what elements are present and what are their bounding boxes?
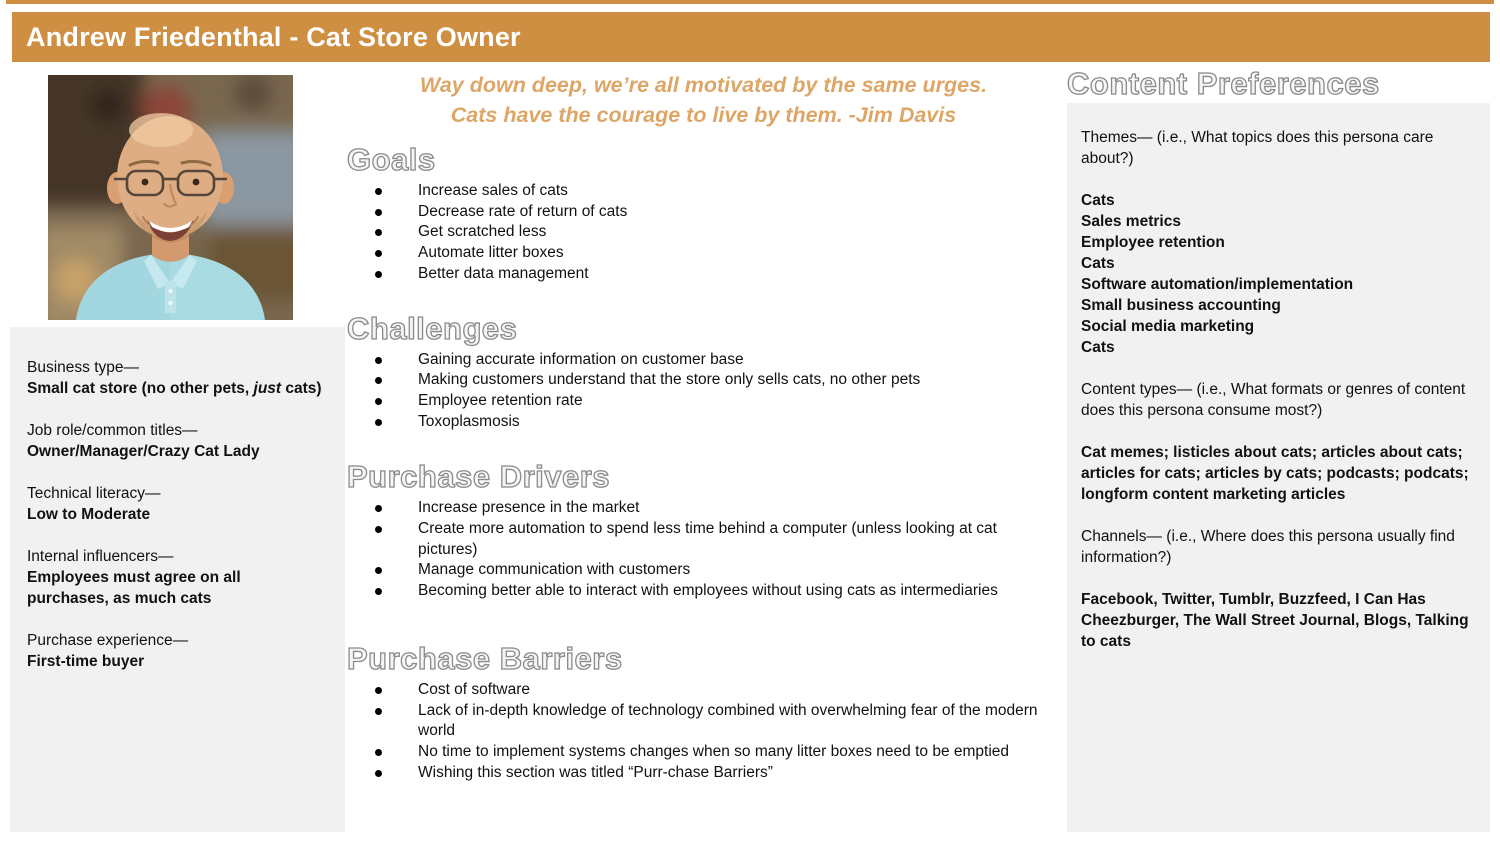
header-bar [12, 12, 1490, 62]
bullet-icon [375, 188, 382, 195]
list-item: Lack of in-depth knowledge of technology combined with overwhelming fear of the modern world [347, 701, 1060, 742]
bullet-icon [375, 588, 382, 595]
page-title: Andrew Friedenthal - Cat Store Owner [26, 21, 521, 52]
field-label: Internal influencers— [27, 548, 174, 565]
field-value: Low to Moderate [27, 506, 151, 523]
section-title-purchase-drivers: Purchase Drivers [347, 459, 611, 495]
list-item: Cost of software [347, 680, 1060, 701]
portrait-illustration [48, 75, 293, 320]
main-column [347, 70, 1060, 783]
bullet-icon [375, 567, 382, 574]
list-item: Increase sales of cats [347, 181, 1060, 202]
profile-field-job-role [27, 420, 325, 462]
field-label: Business type— [27, 359, 139, 376]
field-label: Purchase experience— [27, 632, 189, 649]
goals-list [347, 181, 1060, 285]
list-item: Better data management [347, 264, 1060, 285]
challenges-list [347, 350, 1060, 433]
profile-panel [10, 327, 345, 832]
quote-line-1: Way down deep, we’re all motivated by the same urges. [419, 73, 988, 97]
section-purchase-barriers [347, 641, 1060, 784]
content-types-value: Cat memes; listicles about cats; articles about cats; articles for cats; articles by cats; podcasts; podcats; longform content marketing articles [1081, 444, 1469, 503]
field-label: Job role/common titles— [27, 422, 198, 439]
bullet-icon [375, 749, 382, 756]
profile-field-purchase-experience [27, 630, 325, 672]
bullet-icon [375, 505, 382, 512]
theme-item: Social media marketing [1081, 318, 1255, 335]
theme-item: Cats [1081, 192, 1115, 209]
bullet-icon [375, 398, 382, 405]
section-title-purchase-barriers: Purchase Barriers [347, 640, 623, 676]
field-value: First-time buyer [27, 653, 145, 670]
bullet-icon [375, 708, 382, 715]
section-purchase-drivers [347, 459, 1060, 602]
field-value: Employees must agree on all purchases, as much cats [27, 569, 241, 607]
theme-item: Cats [1081, 255, 1115, 272]
purchase-drivers-list [347, 498, 1060, 602]
list-item: Toxoplasmosis [347, 412, 1060, 433]
bullet-icon [375, 770, 382, 777]
list-item: Becoming better able to interact with employees without using cats as intermediaries [347, 581, 1060, 602]
section-goals [347, 142, 1060, 285]
bullet-icon [375, 250, 382, 257]
channels-prompt: Channels— (i.e., Where does this persona usually find information?) [1081, 528, 1455, 566]
content-preferences-title: Content Preferences [1067, 66, 1380, 101]
profile-field-technical-literacy [27, 483, 325, 525]
theme-item: Sales metrics [1081, 213, 1181, 230]
list-item: Employee retention rate [347, 391, 1060, 412]
list-item: Making customers understand that the store only sells cats, no other pets [347, 370, 1060, 391]
bullet-icon [375, 209, 382, 216]
bullet-icon [375, 377, 382, 384]
list-item: Increase presence in the market [347, 498, 1060, 519]
list-item: Manage communication with customers [347, 560, 1060, 581]
theme-item: Employee retention [1081, 234, 1225, 251]
section-title-goals: Goals [347, 142, 436, 177]
top-accent-line [6, 0, 1494, 4]
bullet-icon [375, 526, 382, 533]
themes-prompt: Themes— (i.e., What topics does this persona care about?) [1081, 129, 1434, 167]
theme-item: Software automation/implementation [1081, 276, 1354, 293]
quote-line-2: Cats have the courage to live by them. -Jim Davis [450, 103, 957, 127]
bullet-icon [375, 357, 382, 364]
purchase-barriers-list [347, 680, 1060, 784]
bullet-icon [375, 687, 382, 694]
list-item: Gaining accurate information on customer base [347, 350, 1060, 371]
content-types-prompt: Content types— (i.e., What formats or genres of content does this persona consume most?) [1081, 381, 1466, 419]
profile-field-internal-influencers [27, 546, 325, 609]
theme-item: Cats [1081, 339, 1115, 356]
list-item: Wishing this section was titled “Purr-chase Barriers” [347, 763, 1060, 784]
list-item: Decrease rate of return of cats [347, 202, 1060, 223]
field-label: Technical literacy— [27, 485, 161, 502]
content-preferences-panel [1067, 103, 1490, 832]
bullet-icon [375, 419, 382, 426]
section-title-challenges: Challenges [347, 310, 518, 346]
list-item: Create more automation to spend less time behind a computer (unless looking at cat pictures) [347, 519, 1060, 560]
bullet-icon [375, 229, 382, 236]
profile-field-business-type [27, 357, 325, 399]
theme-item: Small business accounting [1081, 297, 1281, 314]
section-challenges [347, 311, 1060, 433]
persona-quote [347, 70, 1060, 130]
list-item: Automate litter boxes [347, 243, 1060, 264]
bullet-icon [375, 271, 382, 278]
list-item: No time to implement systems changes when so many litter boxes need to be emptied [347, 742, 1060, 763]
field-value: Small cat store (no other pets, just cats) [27, 380, 322, 397]
field-value: Owner/Manager/Crazy Cat Lady [27, 443, 260, 460]
themes-values [1081, 190, 1476, 358]
list-item: Get scratched less [347, 222, 1060, 243]
persona-photo [48, 75, 293, 320]
channels-value: Facebook, Twitter, Tumblr, Buzzfeed, I Can Has Cheezburger, The Wall Street Journal, Blogs, Talking to cats [1081, 591, 1469, 650]
